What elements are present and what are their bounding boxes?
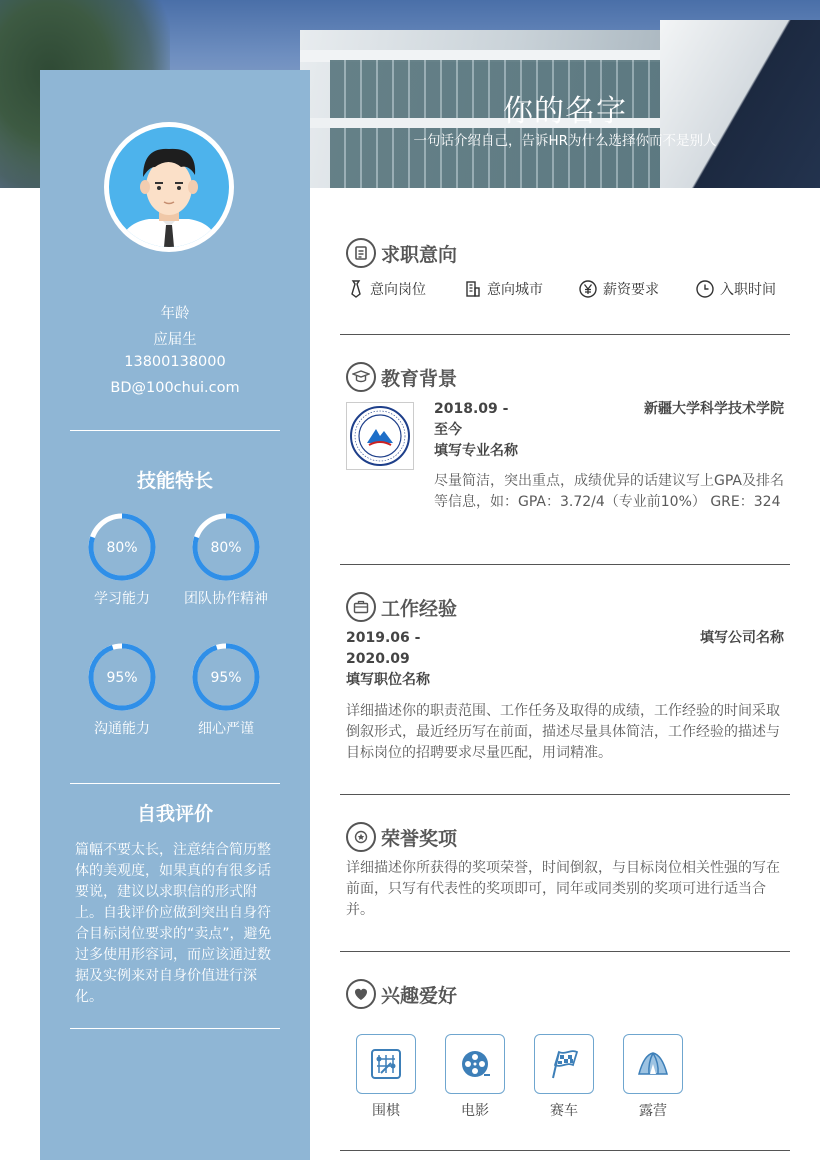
skill-percent: 80% — [210, 540, 242, 556]
section-divider — [340, 794, 790, 795]
clipboard-icon — [346, 238, 376, 268]
heart-icon — [346, 979, 376, 1009]
work-company: 填写公司名称 — [700, 630, 784, 646]
education-school: 新疆大学科学技术学院 — [644, 401, 784, 417]
skill-item — [67, 642, 177, 738]
hobby-label: 赛车 — [550, 1103, 578, 1119]
skill-label: 沟通能力 — [94, 721, 150, 737]
skill-ring — [191, 512, 261, 582]
resume-tagline: 一句话介绍自己，告诉HR为什么选择你而不是别人 — [413, 133, 717, 149]
film-reel-icon — [458, 1047, 492, 1081]
work-title: 工作经验 — [381, 597, 458, 620]
hobby-icon-box — [445, 1034, 505, 1094]
hobby-item — [356, 1034, 416, 1120]
medal-icon — [346, 822, 376, 852]
hobby-label: 电影 — [461, 1103, 489, 1119]
intent-header — [346, 238, 457, 268]
section-divider — [340, 1150, 790, 1151]
intent-item — [465, 278, 543, 300]
clock-icon — [696, 280, 714, 298]
hobbies-header — [346, 979, 457, 1009]
self-eval-text: 篇幅不要太长，注意结合简历整体的美观度，如果真的有很多话要说，建议以求职信的形式附上。自我评价应做到突出自身符合目标岗位要求的“卖点”，避免过多使用形容词，而应该通过数据及实例来对自身价值进行深化。 — [75, 842, 272, 1005]
intent-label: 入职时间 — [720, 282, 776, 298]
skill-percent: 80% — [106, 540, 138, 556]
hobbies-title: 兴趣爱好 — [381, 984, 458, 1007]
education-header — [346, 362, 457, 392]
profile-email: BD@100chui.com — [110, 380, 240, 396]
honors-header — [346, 822, 457, 852]
hobby-item — [445, 1034, 505, 1120]
building-icon — [465, 280, 481, 298]
profile-status: 应届生 — [153, 332, 197, 348]
resume-name: 你的名字 — [503, 94, 627, 129]
intent-item — [579, 278, 659, 300]
intent-item — [348, 278, 426, 300]
skill-percent: 95% — [106, 670, 138, 686]
profile-phone: 13800138000 — [124, 354, 226, 370]
profile-age: 年龄 — [160, 306, 190, 322]
section-divider — [340, 564, 790, 565]
hobby-icon-box — [534, 1034, 594, 1094]
intent-label: 意向城市 — [487, 282, 543, 298]
skill-item — [67, 512, 177, 608]
work-date: 2019.06 - 2020.09 — [346, 630, 421, 667]
skill-ring — [87, 642, 157, 712]
skill-label: 学习能力 — [94, 591, 150, 607]
skill-label: 团队协作精神 — [184, 591, 268, 607]
racing-flag-icon — [547, 1047, 581, 1081]
skill-item — [171, 512, 281, 608]
hobby-icon-box — [623, 1034, 683, 1094]
intent-label: 薪资要求 — [603, 282, 659, 298]
section-divider — [340, 951, 790, 952]
avatar-person-icon — [109, 127, 229, 247]
work-header — [346, 592, 457, 622]
intent-label: 意向岗位 — [370, 282, 426, 298]
skill-ring — [191, 642, 261, 712]
sidebar-divider — [70, 783, 280, 784]
education-major: 填写专业名称 — [434, 443, 518, 459]
sidebar — [40, 70, 310, 1160]
school-logo — [346, 402, 414, 470]
skill-percent: 95% — [210, 670, 242, 686]
section-divider — [340, 334, 790, 335]
skills-title: 技能特长 — [136, 470, 213, 492]
sidebar-divider — [70, 430, 280, 431]
school-seal-icon — [349, 405, 411, 467]
briefcase-icon — [346, 592, 376, 622]
hobby-label: 围棋 — [372, 1103, 400, 1119]
work-desc: 详细描述你的职责范围、工作任务及取得的成绩，工作经验的时间采取倒叙形式，最近经历写在前面，描述尽量具体简洁，工作经验的描述与目标岗位的招聘要求尽量匹配，用词精准。 — [346, 703, 780, 761]
education-date: 2018.09 - 至今 — [434, 401, 509, 438]
hobby-icon-box — [356, 1034, 416, 1094]
skill-item — [171, 642, 281, 738]
honors-desc: 详细描述你所获得的奖项荣誉，时间倒叙，与目标岗位相关性强的写在前面，只写有代表性的奖项即可，同年或同类别的奖项可进行适当合并。 — [346, 860, 780, 918]
sidebar-divider — [70, 1028, 280, 1029]
hobby-item — [534, 1034, 594, 1120]
go-board-icon — [369, 1047, 403, 1081]
avatar — [104, 122, 234, 252]
intent-item — [696, 278, 776, 300]
hobby-item — [623, 1034, 683, 1120]
education-title: 教育背景 — [381, 367, 458, 390]
graduation-cap-icon — [346, 362, 376, 392]
intent-title: 求职意向 — [381, 243, 458, 266]
skill-ring — [87, 512, 157, 582]
skill-label: 细心严谨 — [198, 721, 254, 737]
honors-title: 荣誉奖项 — [381, 827, 458, 850]
tie-icon — [348, 280, 364, 298]
yen-icon — [579, 280, 597, 298]
tent-icon — [636, 1047, 670, 1081]
work-position: 填写职位名称 — [346, 672, 430, 688]
hobby-label: 露营 — [639, 1103, 667, 1119]
self-eval-title: 自我评价 — [136, 803, 213, 825]
education-desc: 尽量简洁，突出重点，成绩优异的话建议写上GPA及排名等信息，如：GPA：3.72/4（专业前10%） GRE：324 — [434, 473, 784, 510]
